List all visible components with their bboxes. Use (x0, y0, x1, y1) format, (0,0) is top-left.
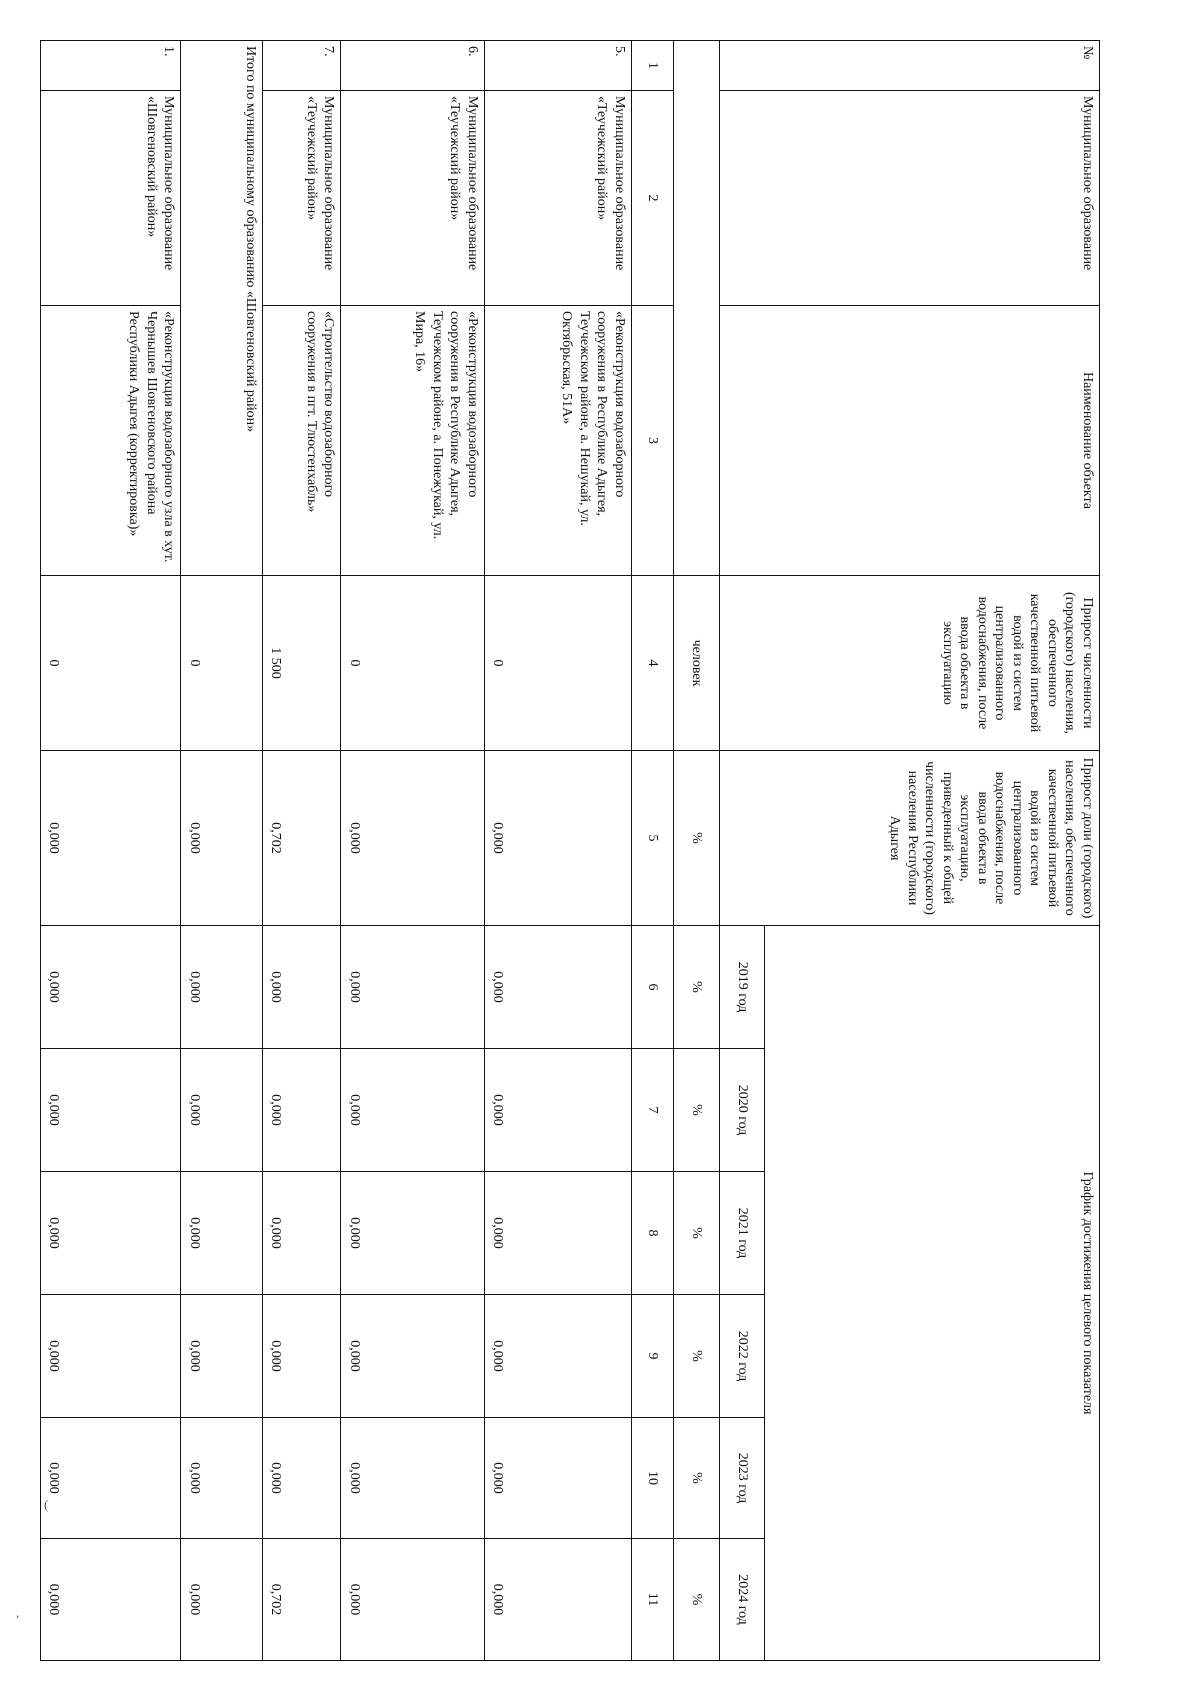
row-year-value: 0,000 (41, 1049, 181, 1172)
row-share: 0,702 (262, 751, 340, 926)
total-year-value: 0,000 (181, 1049, 263, 1172)
row-people: 1 500 (262, 576, 340, 751)
row-year-value: 0,000 (262, 1049, 340, 1172)
rotated-sheet (40, 40, 1100, 1660)
row-people: 0 (41, 576, 181, 751)
row-year-value: 0,000 (41, 1295, 181, 1418)
row-share: 0,000 (484, 751, 631, 926)
total-row (181, 41, 263, 1661)
row-year-value: 0,000 (341, 1418, 485, 1539)
row-number: 1. (41, 41, 181, 91)
row-year-value: 0,000 (484, 1295, 631, 1418)
col-number: 7 (631, 1049, 673, 1172)
row-year-value: 0,000 (262, 1418, 340, 1539)
row-number: 7. (262, 41, 340, 91)
unit-percent: % (674, 1418, 720, 1539)
unit-percent: % (674, 1172, 720, 1295)
total-year-value: 0,000 (181, 926, 263, 1049)
row-people: 0 (341, 576, 485, 751)
total-year-value: 0,000 (181, 1418, 263, 1539)
row-object: «Реконструкция водозаборного узла в хут. Чернышев Шовгеновского района Республики Адыгея (корректировка)» (41, 306, 181, 576)
table-row (262, 41, 340, 1661)
row-municipality: Муниципальное образование «Шовгеновский район» (41, 91, 181, 306)
total-year-value: 0,000 (181, 1172, 263, 1295)
header-year-2022: 2022 год (719, 1295, 765, 1418)
total-people: 0 (181, 576, 263, 751)
row-year-value: 0,000 (341, 926, 485, 1049)
row-year-value: 0,000 (262, 1172, 340, 1295)
header-year-2021: 2021 год (719, 1172, 765, 1295)
row-number: 6. (341, 41, 485, 91)
total-year-value: 0,000 (181, 1295, 263, 1418)
unit-people: человек (674, 576, 720, 751)
col-number: 2 (631, 91, 673, 306)
row-municipality: Муниципальное образование «Теучежский район» (341, 91, 485, 306)
col-number: 4 (631, 576, 673, 751)
row-year-value: 0,000 (341, 1539, 485, 1661)
header-share-growth: Прирост доли (городского) населения, обеспеченного качественной питьевой водой из систем централизованного водоснабжения, после ввода объекта в эксплуатацию, приведенный к общей численности (городского) населения Республики Адыгея (719, 751, 1099, 926)
table-row (484, 41, 631, 1661)
row-year-value: 0,000 (262, 1295, 340, 1418)
header-municipality: Муниципальное образование (719, 91, 1099, 306)
row-share: 0,000 (41, 751, 181, 926)
row-municipality: Муниципальное образование «Теучежский район» (262, 91, 340, 306)
row-year-value: 0,000 (484, 1418, 631, 1539)
table-row (341, 41, 485, 1661)
row-year-value: 0,000 (41, 1539, 181, 1661)
table-row (41, 41, 181, 1661)
row-year-value: 0,000 (484, 1172, 631, 1295)
col-number: 8 (631, 1172, 673, 1295)
unit-percent: % (674, 1295, 720, 1418)
col-number: 6 (631, 926, 673, 1049)
header-object: Наименование объекта (719, 306, 1099, 576)
row-year-value: 0,000 (484, 1539, 631, 1661)
header-year-2024: 2024 год (719, 1539, 765, 1661)
header-no: № (719, 41, 1099, 91)
row-year-value: 0,000 (262, 926, 340, 1049)
row-municipality: Муниципальное образование «Теучежский район» (484, 91, 631, 306)
row-year-value: 0,000 (341, 1295, 485, 1418)
row-object: «Реконструкция водозаборного сооружения в Республике Адыгея, Теучежском районе, а. Понежукай, ул. Мира, 16» (341, 306, 485, 576)
row-object: «Реконструкция водозаборного сооружения в Республике Адыгея, Теучежском районе, а. Нешукай, ул. Октябрьская, 51А» (484, 306, 631, 576)
row-year-value: 0,000 (41, 926, 181, 1049)
col-number: 11 (631, 1539, 673, 1661)
row-number: 5. (484, 41, 631, 91)
col-number: 9 (631, 1295, 673, 1418)
margin-mark: , (16, 1605, 20, 1620)
row-object: «Строительство водозаборного сооружения в пгт. Тлюстенхабль» (262, 306, 340, 576)
total-label: Итого по муниципальному образованию «Шовгеновский район» (181, 41, 263, 576)
row-share: 0,000 (341, 751, 485, 926)
header-population-growth: Прирост численности (городского) населения, обеспеченного качественной питьевой водой из систем централизованного водоснабжения, после ввода объекта в эксплуатацию (719, 576, 1099, 751)
total-year-value: 0,000 (181, 1539, 263, 1661)
row-year-value: 0,000 (484, 1049, 631, 1172)
col-number: 10 (631, 1418, 673, 1539)
col-number: 1 (631, 41, 673, 91)
row-year-value: 0,000 (341, 1172, 485, 1295)
row-year-value: 0,702 (262, 1539, 340, 1661)
col-number: 3 (631, 306, 673, 576)
row-people: 0 (484, 576, 631, 751)
unit-percent: % (674, 751, 720, 926)
unit-percent: % (674, 1049, 720, 1172)
units-blank (674, 41, 720, 576)
header-year-2019: 2019 год (719, 926, 765, 1049)
unit-percent: % (674, 926, 720, 1049)
header-year-2023: 2023 год (719, 1418, 765, 1539)
row-year-value: 0,000 (41, 1172, 181, 1295)
unit-percent: % (674, 1539, 720, 1661)
total-share: 0,000 (181, 751, 263, 926)
col-number: 5 (631, 751, 673, 926)
row-year-value: 0,000 (484, 926, 631, 1049)
header-schedule: График достижения целевого показателя (765, 926, 1100, 1661)
row-year-value: 0,000 (341, 1049, 485, 1172)
row-year-value: 0,000 (41, 1418, 181, 1539)
margin-mark: ( (44, 1497, 49, 1512)
target-indicator-table (40, 40, 1100, 1661)
header-year-2020: 2020 год (719, 1049, 765, 1172)
